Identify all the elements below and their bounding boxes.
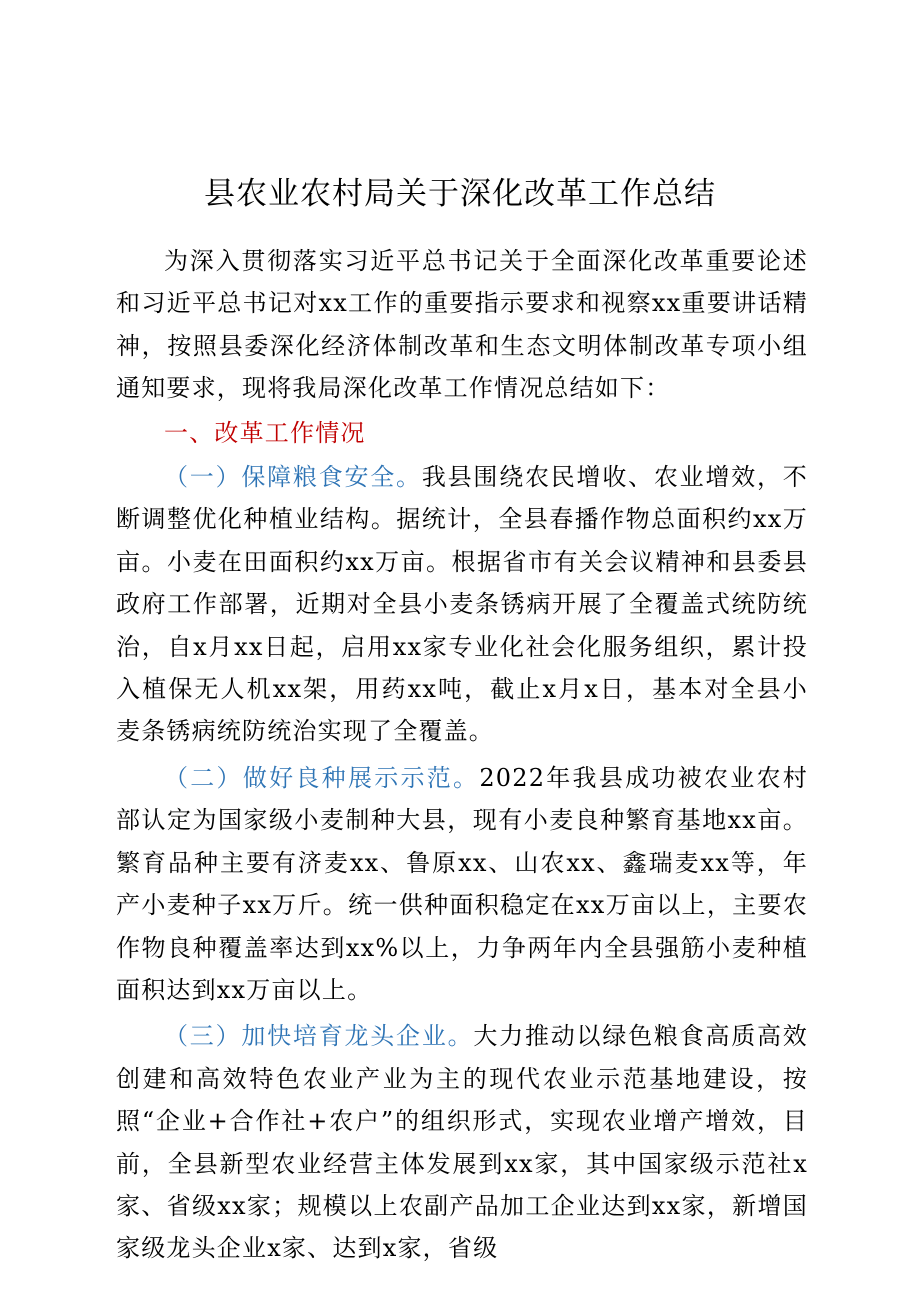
subheading-3: （三）加快培育龙头企业。	[164, 1022, 474, 1051]
paragraph-item-1	[116, 456, 808, 753]
paragraph-item-3	[116, 1015, 808, 1269]
paragraph-item-2	[116, 757, 808, 1011]
section-heading: 一、改革工作情况	[164, 418, 366, 447]
paragraph-text-1: 我县围绕农民增收、农业增效，不断调整优化种植业结构。据统计，全县春播作物总面积约xx万亩。小麦在田面积约xx万亩。根据省市有关会议精神和县委县政府工作部署，近期对全县小麦条锈病开展了全覆盖式统防统治，自x月xx日起，启用xx家专业化社会化服务组织，累计投入植保无人机xx架，用药xx吨，截止x月x日，基本对全县小麦条锈病统防统治实现了全覆盖。	[116, 463, 809, 746]
document-title: 县农业农村局关于深化改革工作总结	[204, 176, 716, 212]
subheading-2: （二）做好良种展示示范。	[164, 763, 480, 792]
paragraph-text-3: 大力推动以绿色粮食高质高效创建和高效特色农业产业为主的现代农业示范基地建设，按照“企业+合作社+农户”的组织形式，实现农业增产增效，目前，全县新型农业经营主体发展到xx家，其中国家级示范社x家、省级xx家；规模以上农副产品加工企业达到xx家，新增国家级龙头企业x家、达到x家，省级	[116, 1022, 808, 1263]
document-body	[116, 240, 808, 1270]
subheading-1: （一）保障粮食安全。	[164, 463, 422, 492]
paragraph-text-2: 2022年我县成功被农业农村部认定为国家级小麦制种大县，现有小麦良种繁育基地xx亩。繁育品种主要有济麦xx、鲁原xx、山农xx、鑫瑞麦xx等，年产小麦种子xx万斤。统一供种面积稳定在xx万亩以上，主要农作物良种覆盖率达到xx%以上，力争两年内全县强筋小麦种植面积达到xx万亩以上。	[116, 763, 808, 1004]
intro-paragraph: 为深入贯彻落实习近平总书记关于全面深化改革重要论述和习近平总书记对xx工作的重要指示要求和视察xx重要讲话精神，按照县委深化经济体制改革和生态文明体制改革专项小组通知要求，现将我局深化改革工作情况总结如下：	[116, 247, 808, 403]
